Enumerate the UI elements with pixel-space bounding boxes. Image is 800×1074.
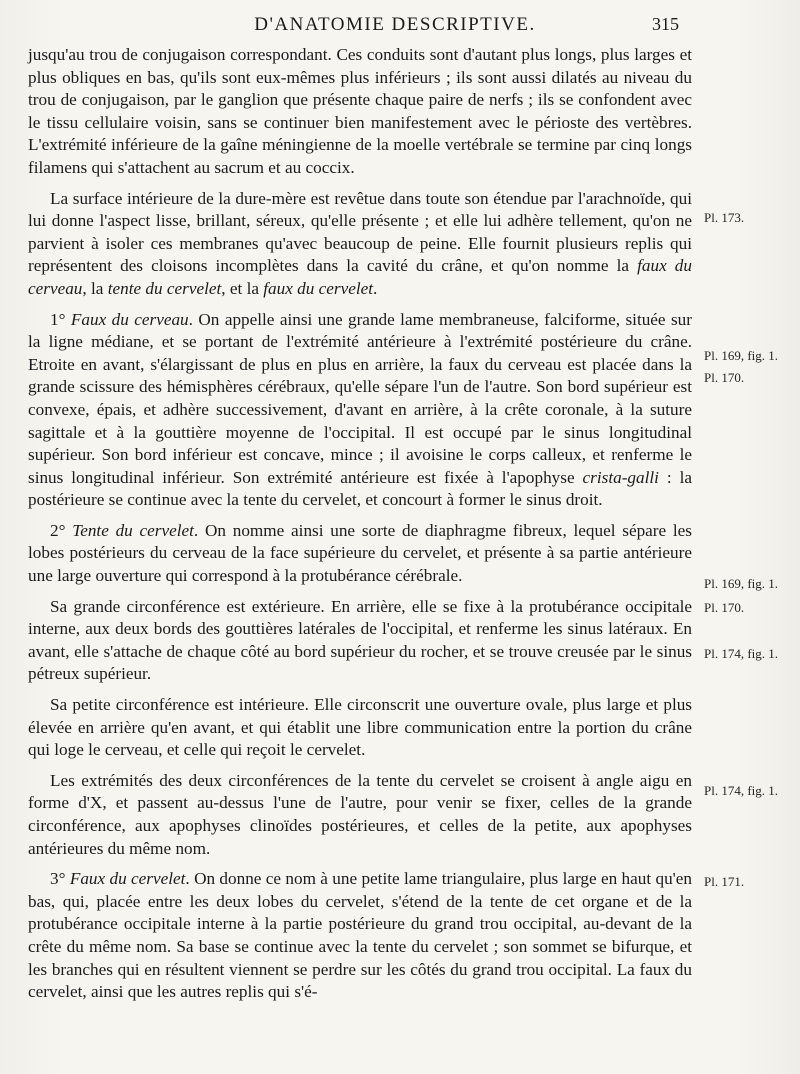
text-run: . On nomme ainsi une sorte de diaphragme fibreux, lequel sépare les lobes postérieurs du cerveau de la face supérieure du cervelet, et présente à sa partie antérieure une large ouverture qui correspond à la protubérance cérébrale. [28,520,693,586]
text-run: Sa petite circonférence est intérieure. Elle circonscrit une ouverture ovale, plus large et plus élevée en arrière qu'en avant, et qui établit une libre communication entre la portion du crâne qui loge le cerveau, et celle qui reçoit le cervelet. [28,695,692,760]
italic-term: tente du cervelet [107,278,222,298]
text-run: . [373,278,378,298]
text-run: 2° [50,520,73,540]
paragraph [28,520,692,588]
italic-term: faux du cervelet [263,278,374,298]
plate-reference-note: Pl. 170. [704,600,745,616]
text-run: , et la [221,278,264,298]
italic-term: crista-galli [582,467,659,487]
page-number: 315 [652,14,679,34]
plate-reference-note: Pl. 174, fig. 1. [704,645,779,661]
page-body-text [28,44,692,1004]
text-run: . On donne ce nom à une petite lame triangulaire, plus large en haut qu'en bas, qui, placée entre les deux lobes du cervelet, s'étend de la tente de cet organe et de la protubérance occipitale interne à la partie postérieure du grand trou occipital, au-devant de la crête du même nom. Sa base se continue avec la tente du cervelet ; son sommet se bifurque, et les branches qui en résultent viennent se perdre sur les côtés du grand trou occipital. La faux du cervelet, ainsi que les autres replis qui s'é- [28,869,693,1002]
text-run: , la [82,278,108,298]
italic-term: Faux du cervelet [69,869,186,889]
text-run: 1° [50,309,71,329]
plate-reference-note: Pl. 169, fig. 1. [704,347,779,363]
paragraph [28,694,692,762]
paragraph [28,309,692,512]
paragraph-gap [28,588,692,596]
text-run: jusqu'au trou de conjugaison correspondant. Ces conduits sont d'autant plus longs, plus larges et plus obliques en bas, qu'ils sont eux-mêmes plus inférieurs ; ils sont aussi dilatés au niveau du trou de conjugaison, par le ganglion que présente chaque paire de nerfs ; ils se confondent avec le tissu cellulaire voisin, sans se continuer bien manifestement avec le périoste des vertèbres. L'extrémité inférieure de la gaîne méningienne de la moelle vertébrale se termine par cinq longs filamens qui s'attachent au sacrum et au coccix. [28,45,692,177]
text-run: La surface intérieure de la dure-mère est revêtue dans toute son étendue par l'arachnoïde, qui lui donne l'aspect lisse, brillant, séreux, qu'elle présente ; et elle lui adhère tellement, qu'on ne parvient à isoler ces membranes qu'avec beaucoup de peine. Elle fournit plusieurs replis qui représentent des cloisons incomplètes dans la cavité du crâne, et qu'on nomme la [28,188,692,276]
italic-term: faux du cerveau [28,256,692,298]
text-run: 3° [50,869,70,889]
paragraph [28,596,692,686]
paragraph-gap [28,512,692,520]
paragraph [28,44,692,180]
italic-term: Faux du cerveau [70,309,189,329]
paragraph-gap [28,180,692,188]
plate-reference-note: Pl. 173. [704,210,745,226]
plate-reference-note: Pl. 170. [704,370,745,386]
plate-reference-note: Pl. 174, fig. 1. [704,783,779,799]
plate-reference-note: Pl. 169, fig. 1. [704,575,779,591]
paragraph-gap [28,860,692,868]
text-run: Les extrémités des deux circonférences de la tente du cervelet se croisent à angle aigu en forme d'X, et passent au-dessus l'une de l'autre, pour venir se fixer, celles de la grande circonférence, aux apophyses clinoïdes postérieures, et celles de la petite, aux apophyses antérieures du même nom. [28,770,692,858]
text-run: : la postérieure se continue avec la tente du cervelet, et concourt à former le sinus droit. [28,467,692,510]
paragraph-gap [28,762,692,770]
paragraph [28,868,692,1004]
paragraph [28,188,692,301]
paragraph-gap [28,301,692,309]
plate-reference-note: Pl. 171. [704,873,745,889]
running-head: D'ANATOMIE DESCRIPTIVE. [254,14,536,35]
paragraph [28,770,692,860]
italic-term: Tente du cervelet [72,520,194,540]
paragraph-gap [28,686,692,694]
text-run: . On appelle ainsi une grande lame membraneuse, falciforme, située sur la ligne médiane, et se portant de l'extrémité antérieure à l'extrémité postérieure du crâne. Etroite en avant, s'élargissant de plus en plus en arrière, la faux du cerveau est placée dans la grande scissure des hémisphères cérébraux, qu'elle sépare l'un de l'autre. Son bord supérieur est convexe, épais, et adhère successivement, d'avant en arrière, à la crête coronale, à la suture sagittale et à la gouttière moyenne de l'occipital. Il est occupé par le sinus longitudinal supérieur. Son bord inférieur est concave, mince ; il avoisine le corps calleux, et renferme le sinus longitudinal inférieur. Son extrémité antérieure est fixée à l'apophyse [28,309,692,487]
text-run: Sa grande circonférence est extérieure. En arrière, elle se fixe à la protubérance occipitale interne, aux deux bords des gouttières latérales de l'occipital, et renferme les sinus latéraux. En avant, elle s'attache de chaque côté au bord supérieur du rocher, et se trouve creusée par le sinus pétreux supérieur. [28,596,692,684]
